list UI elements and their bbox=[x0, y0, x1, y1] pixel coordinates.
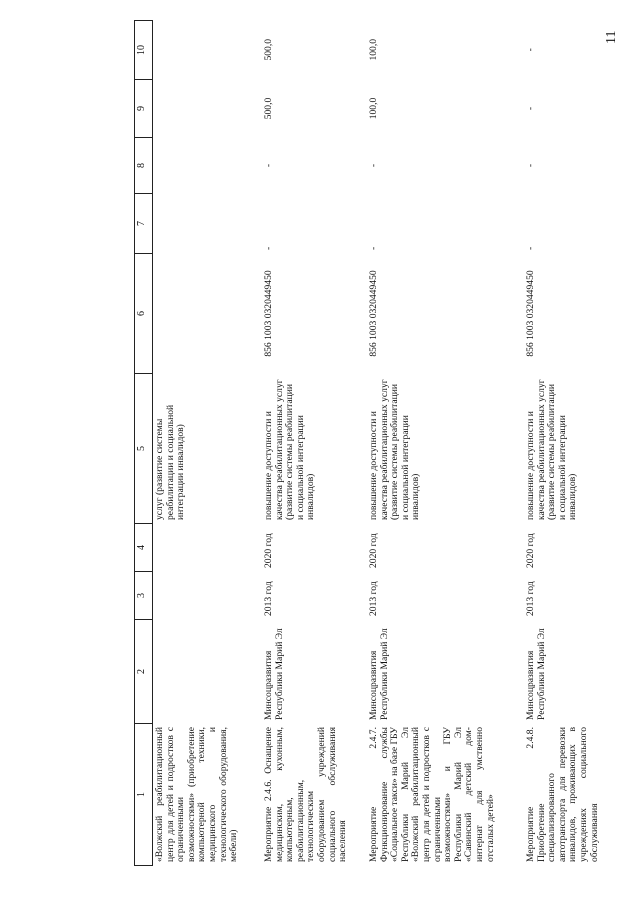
value-cell-8: - bbox=[368, 163, 379, 168]
value-cell-8: - bbox=[263, 163, 274, 168]
expected-result-cell: повышение доступности и качества реабилитационных услуг (развитие системы реабилитации и социальной интеграции инвалидов) bbox=[368, 379, 422, 520]
program-measures-table bbox=[134, 20, 601, 866]
column-header: 4 bbox=[135, 524, 153, 572]
column-header: 1 bbox=[135, 724, 153, 866]
table-row bbox=[262, 21, 367, 866]
start-year-cell: 2013 год bbox=[263, 581, 274, 616]
value-cell-7: - bbox=[263, 246, 274, 250]
value-cell-8 bbox=[153, 138, 263, 194]
value-cell-7: - bbox=[525, 246, 536, 250]
end-year-cell: 2020 год bbox=[263, 533, 274, 568]
value-cell-9: - bbox=[525, 106, 536, 111]
column-header: 2 bbox=[135, 620, 153, 724]
start-year-cell bbox=[153, 572, 263, 620]
end-year-cell: 2020 год bbox=[525, 533, 536, 568]
column-header: 5 bbox=[135, 374, 153, 524]
value-cell-10: - bbox=[525, 48, 536, 52]
column-header: 3 bbox=[135, 572, 153, 620]
value-cell-7: - bbox=[368, 246, 379, 250]
value-cell-9 bbox=[153, 80, 263, 138]
value-cell-10: 500,0 bbox=[263, 38, 274, 61]
page-number: 11 bbox=[604, 30, 619, 44]
executor-cell: Минсоцразвития Республики Марий Эл bbox=[525, 628, 547, 720]
column-header: 9 bbox=[135, 80, 153, 138]
expected-result-cell: повышение доступности и качества реабилитационных услуг (развитие системы реабилитации и социальной интеграции инвалидов) bbox=[525, 379, 579, 520]
executor-cell bbox=[153, 620, 263, 724]
value-cell-10: 100,0 bbox=[368, 38, 379, 61]
budget-code-cell: 856 1003 0320449450 bbox=[263, 270, 274, 357]
budget-code-cell bbox=[153, 254, 263, 374]
expected-result-cell: повышение доступности и качества реабилитационных услуг (развитие системы реабилитации и социальной интеграции инвалидов) bbox=[263, 379, 317, 520]
executor-cell: Минсоцразвития Республики Марий Эл bbox=[263, 628, 285, 720]
value-cell-8: - bbox=[525, 163, 536, 168]
program-table-sheet bbox=[134, 21, 600, 866]
column-header: 8 bbox=[135, 138, 153, 194]
start-year-cell: 2013 год bbox=[525, 581, 536, 616]
value-cell-9: 500,0 bbox=[263, 97, 274, 120]
column-header: 7 bbox=[135, 194, 153, 254]
column-number-header-row bbox=[135, 21, 153, 866]
end-year-cell: 2020 год bbox=[368, 533, 379, 568]
measure-name-cell: Мероприятие 2.4.8. Приобретение специализированного автотранспорта для перевозки инвалидов, проживающих в учреждениях социального обслуживания bbox=[525, 727, 600, 862]
column-header: 6 bbox=[135, 254, 153, 374]
budget-code-cell: 856 1003 0320449450 bbox=[368, 270, 379, 357]
end-year-cell bbox=[153, 524, 263, 572]
value-cell-9: 100,0 bbox=[368, 97, 379, 120]
expected-result-cell: услуг (развитие системы реабилитации и социальной интеграции инвалидов) bbox=[154, 404, 187, 520]
table-row bbox=[367, 21, 524, 866]
start-year-cell: 2013 год bbox=[368, 581, 379, 616]
table-row bbox=[153, 21, 263, 866]
budget-code-cell: 856 1003 0320449450 bbox=[525, 270, 536, 357]
measure-name-cell: Мероприятие 2.4.6. Оснащение медицинским, кухонным, компьютерным, реабилитационным, технологическим оборудованием учреждений социального обслуживания населения bbox=[263, 727, 349, 862]
measure-name-cell: «Волжский реабилитационный центр для детей и подростков с ограниченными возможностями» (приобретение компьютерной техники, медицинского и технологического оборудования, мебели) bbox=[154, 727, 240, 862]
column-header: 10 bbox=[135, 21, 153, 80]
table-row bbox=[524, 21, 601, 866]
executor-cell: Минсоцразвития Республики Марий Эл bbox=[368, 628, 390, 720]
value-cell-10 bbox=[153, 21, 263, 80]
measure-name-cell: Мероприятие 2.4.7. Функционирование службы «Социальное такси» на базе ГБУ Республики Марий Эл «Волжский реабилитационный центр для детей и подростков с ограниченными возможностями» и ГБУ Республики Марий Эл «Савинский детский дом-интернат для умственно отсталых детей» bbox=[368, 727, 496, 862]
value-cell-7 bbox=[153, 194, 263, 254]
